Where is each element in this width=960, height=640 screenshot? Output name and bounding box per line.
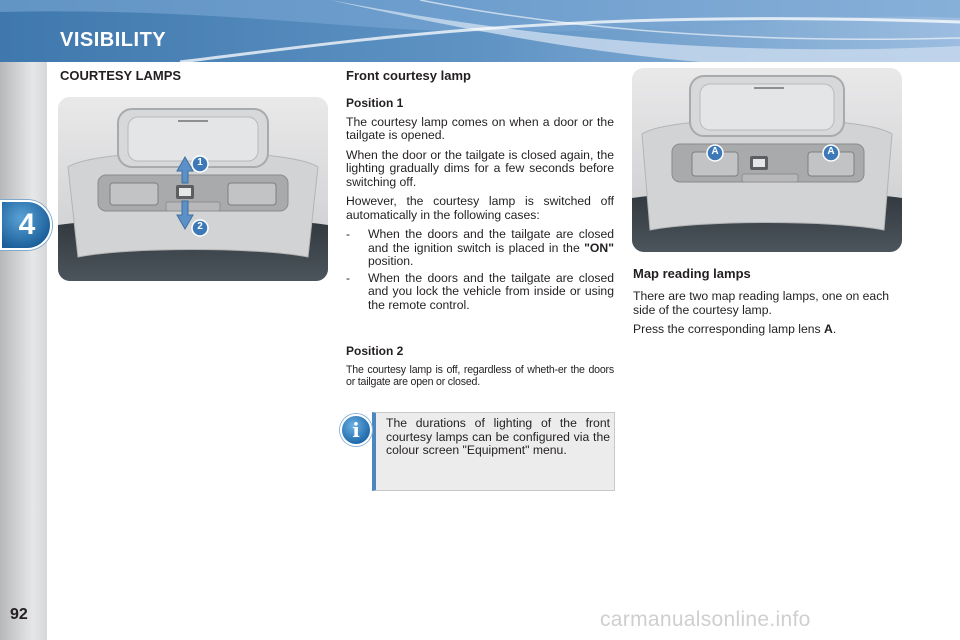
bullet-text: When the doors and the tailgate are closed and the ignition switch is placed in the "ON" position. — [368, 227, 614, 268]
bullet-text: When the doors and the tailgate are closed and you lock the vehicle from inside or using the remote control. — [368, 270, 614, 312]
chapter-sidebar — [0, 62, 47, 640]
header-banner — [0, 0, 960, 62]
map-lamps-paragraph-2: Press the corresponding lamp lens A. — [633, 322, 837, 336]
on-position-label: "ON" — [584, 240, 614, 255]
bullet-dash: - — [346, 270, 351, 285]
chapter-number: 4 — [18, 208, 36, 241]
position-2-section — [346, 345, 614, 394]
info-icon: i — [340, 414, 372, 446]
map-reading-lamps-section — [633, 290, 903, 343]
info-box — [372, 412, 615, 491]
position-1-section — [346, 97, 614, 315]
bullet-dash: - — [346, 227, 351, 241]
map-lamps-paragraph-1: There are two map reading lamps, one on each side of the courtesy lamp. — [633, 289, 890, 317]
position-1-paragraph-2: When the door or the tailgate is closed again, the lighting gradually dims for a few seconds before switching off. — [346, 147, 614, 189]
position-1-paragraph-1: The courtesy lamp comes on when a door or the tailgate is opened. — [346, 114, 614, 142]
position-1-title: Position 1 — [346, 96, 404, 110]
map-reading-lamps-illustration — [632, 68, 902, 252]
marker-2-label: 2 — [197, 221, 203, 232]
marker-1-label: 1 — [197, 157, 203, 168]
chapter-tab — [0, 200, 52, 250]
list-item — [346, 272, 614, 313]
front-courtesy-lamp-heading: Front courtesy lamp — [346, 68, 471, 83]
courtesy-lamp-illustration — [58, 97, 328, 281]
lens-a-reference: A — [824, 322, 833, 336]
position-2-paragraph: The courtesy lamp is off, regardless of wheth-er the doors or tailgate are open or closed. — [346, 363, 614, 388]
roof-console-drawing — [58, 97, 328, 281]
lens-a-right-label: A — [827, 146, 835, 157]
courtesy-lamps-heading: COURTESY LAMPS — [60, 68, 182, 83]
position-1-paragraph-3: However, the courtesy lamp is switched off automatically in the following cases: — [346, 194, 614, 222]
list-item — [346, 228, 614, 269]
section-title: VISIBILITY — [60, 29, 167, 51]
page-number: 92 — [10, 606, 28, 623]
lens-a-left-label: A — [711, 146, 719, 157]
roof-console-map-lamps-drawing — [632, 68, 902, 252]
watermark-text: carmanualsonline.info — [600, 608, 811, 631]
info-box-text: The durations of lighting of the front courtesy lamps can be configured via the colour screen "Equipment" menu. — [386, 416, 610, 457]
map-reading-lamps-heading: Map reading lamps — [633, 266, 751, 281]
position-2-title: Position 2 — [346, 344, 404, 358]
